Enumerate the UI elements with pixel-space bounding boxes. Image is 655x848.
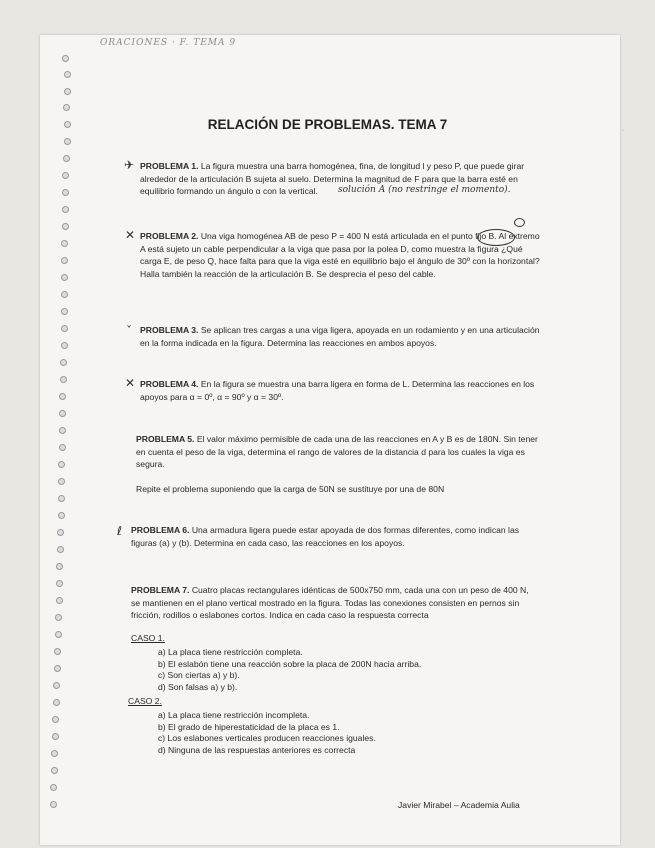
edge-mark: · [622, 127, 625, 134]
handwritten-small-circle [514, 218, 525, 227]
problem-6-label: PROBLEMA 6. [131, 525, 190, 535]
problem-5-extra: Repite el problema suponiendo que la carga de 50N se sustituye por una de 80N [136, 484, 445, 494]
problem-5-text: El valor máximo permisible de cada una de las reacciones en A y B es de 180N. Sin tener en cuenta el peso de la viga, determina el rango de valores de la distancia d para los cuales la viga es segura. [136, 434, 538, 469]
header-handwriting: ORACIONES · F. TEMA 9 [100, 38, 237, 48]
problem-7 [131, 584, 539, 622]
caso-2-label: CASO 2. [128, 696, 162, 706]
problem-7-label: PROBLEMA 7. [131, 585, 190, 595]
problem-6 [131, 524, 535, 549]
handwritten-mark-4: ✕ [125, 376, 136, 390]
problem-2-label: PROBLEMA 2. [140, 231, 199, 241]
caso-2-options [158, 710, 376, 756]
handwritten-mark-1: ✈ [124, 158, 135, 172]
handwritten-mark-2: ✕ [125, 228, 136, 242]
problem-5 [136, 433, 540, 471]
handwritten-mark-3: ˇ [126, 324, 132, 338]
caso-1-options [158, 647, 421, 693]
problem-4-label: PROBLEMA 4. [140, 379, 199, 389]
caso-2-option-a: a) La placa tiene restricción incompleta. [158, 710, 310, 720]
footer-author: Javier Mirabel – Academia Aulia [398, 800, 520, 810]
page-title: RELACIÓN DE PROBLEMAS. TEMA 7 [207, 117, 448, 132]
problem-3 [140, 324, 544, 349]
caso-1-option-d: d) Son falsas a) y b). [158, 681, 238, 692]
caso-2-option-c: c) Los eslabones verticales producen reacciones iguales. [158, 733, 376, 743]
problem-3-text: Se aplican tres cargas a una viga ligera, apoyada en un rodamiento y en una articulación en la forma indicada en la figura. Determina las reacciones en ambos apoyos. [140, 325, 540, 348]
caso-1-option-a: a) La placa tiene restricción completa. [158, 647, 303, 657]
caso-2-option-b: b) El grado de hiperestaticidad de la placa es 1. [158, 721, 340, 732]
caso-1-option-b: b) El eslabón tiene una reacción sobre la placa de 200N hacia arriba. [158, 658, 422, 669]
caso-1-label: CASO 1. [131, 633, 165, 643]
problem-1-label: PROBLEMA 1. [140, 161, 199, 171]
handwritten-circle [477, 229, 515, 246]
caso-2-option-d: d) Ninguna de las respuestas anteriores es correcta [158, 744, 356, 755]
problem-1-text: La figura muestra una barra homogénea, fina, de longitud l y peso P, que puede girar alrededor de la articulación B sujeta al suelo. Determina la magnitud de F para que la barra esté en equilibrio formando un ángulo α con la vertical. [140, 161, 525, 196]
problem-7-text: Cuatro placas rectangulares idénticas de 500x750 mm, cada una con un peso de 400 N, se mantienen en el plano vertical mostrado en la figura. Todas las conexiones consisten en pernos sin fricción, rodillos o eslabones cortos. Indica en cada caso la respuesta correcta [131, 585, 529, 620]
handwritten-note-1: solución A (no restringe el momento). [338, 185, 511, 195]
problem-5-label: PROBLEMA 5. [136, 434, 195, 444]
problem-4 [140, 378, 544, 403]
problem-4-text: En la figura se muestra una barra ligera en forma de L. Determina las reacciones en los apoyos para α = 0º, α = 90º y α = 30º. [140, 379, 535, 402]
problem-3-label: PROBLEMA 3. [140, 325, 199, 335]
problem-2-text: Una viga homogénea AB de peso P = 400 N está articulada en el punto fijo B. Al extremo A está sujeto un cable perpendicular a la viga que pasa por la polea D, como muestra la figura ¿Qué carga E, de peso Q, hace falta para que la viga esté en equilibrio bajo el ángulo de 30º con la horizontal? Halla también la reacción de la articulación B. Se desprecia el peso del cable. [140, 231, 540, 279]
problem-6-text: Una armadura ligera puede estar apoyada de dos formas diferentes, como indican las figuras (a) y (b). Determina en cada caso, las reacciones en los apoyos. [131, 525, 520, 548]
caso-1-option-c: c) Son ciertas a) y b). [158, 670, 240, 680]
handwritten-mark-6: ℓ [117, 524, 122, 538]
